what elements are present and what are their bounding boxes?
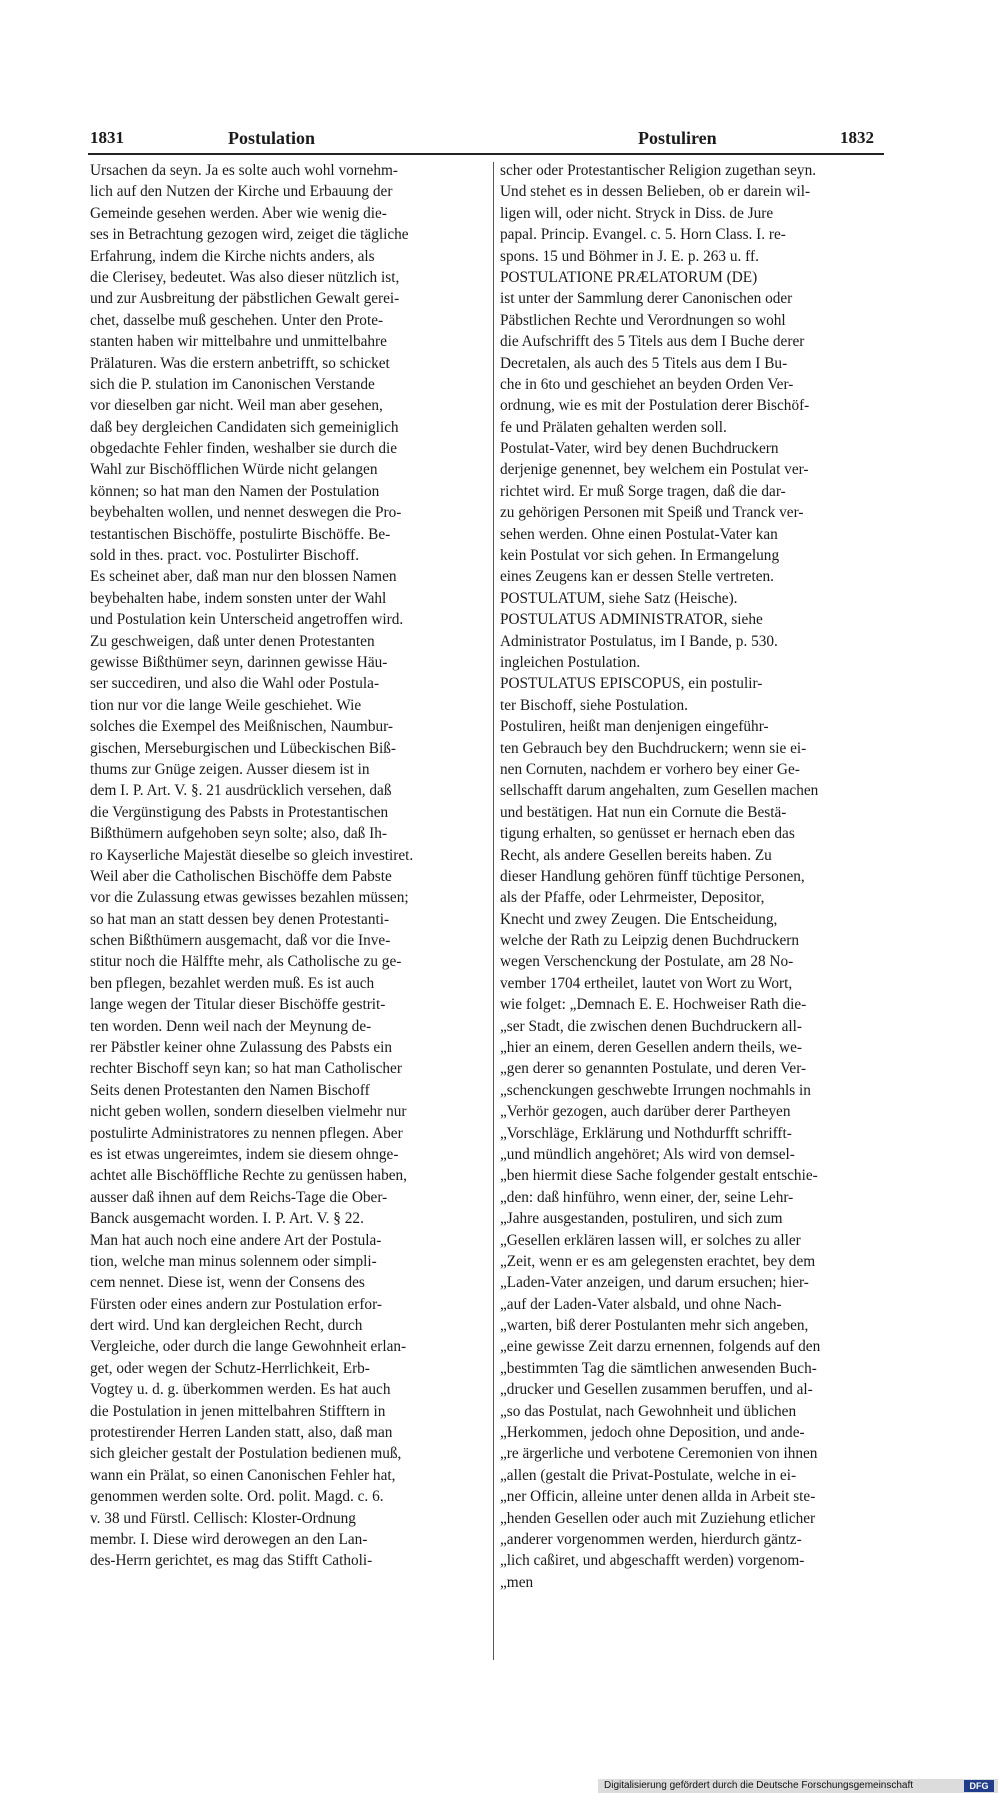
text-line: und zur Ausbreitung der päbstlichen Gewalt gerei- [90, 290, 400, 308]
text-line: „anderer vorgenommen werden, hierdurch gäntz- [500, 1531, 802, 1548]
right-headword: Postuliren [638, 128, 717, 148]
text-line: thums zur Gnüge zeigen. Ausser diesem ist in [90, 760, 370, 778]
text-line: get, oder wegen der Schutz-Herrlichkeit, Erb- [90, 1359, 370, 1377]
text-line: gewisse Bißthümer seyn, darinnen gewisse Häu- [90, 653, 388, 671]
text-line: stitur noch die Hälffte mehr, als Catholische zu ge- [90, 953, 402, 971]
text-line: achtet alle Bischöffliche Rechte zu genüssen haben, [90, 1167, 408, 1185]
text-line: che in 6to und geschiehet an beyden Orden Ver- [500, 375, 794, 393]
text-line: tion, welche man minus solennem oder simpli- [90, 1252, 377, 1270]
text-line: rer Päbstler keiner ohne Zulassung des Pabsts ein [90, 1039, 393, 1057]
text-line: die Clerisey, bedeutet. Was also dieser nützlich ist, [90, 268, 400, 286]
text-line: dert wird. Und kan dergleichen Recht, durch [90, 1317, 363, 1335]
text-line: ist unter der Sammlung derer Canonischen oder [500, 290, 793, 308]
text-line: Vergleiche, oder durch die lange Gewohnheit erlan- [90, 1338, 407, 1356]
text-line: „schenckungen geschwebte Irrungen nochmahls in [500, 1081, 811, 1099]
text-line: tigung erhalten, so genüsset er hernach eben das [500, 825, 795, 843]
text-line: und Postulation kein Unterscheid angetroffen wird. [90, 611, 404, 629]
text-line: Päbstlichen Rechte und Verordnungen so wohl [500, 311, 786, 329]
text-line: „und mündlich angehöret; Als wird von demsel- [500, 1145, 795, 1163]
text-line: beybehalten habe, indem sonsten unter der Wahl [90, 589, 387, 607]
text-line: Ursachen da seyn. Ja es solte auch wohl vornehm- [90, 162, 398, 179]
text-line: „Herkommen, jedoch ohne Deposition, und ande- [500, 1424, 805, 1442]
text-line: ten Gebrauch bey den Buchdruckern; wenn sie ei- [500, 739, 807, 757]
text-line: stanten haben wir mittelbahre und unmittelbahre [90, 333, 387, 351]
text-line: so hat man an statt dessen bey denen Protestanti- [90, 910, 390, 928]
text-line: postulirte Administratores zu nennen pflegen. Aber [90, 1124, 403, 1142]
text-line: Postulat-Vater, wird bey denen Buchdruckern [500, 440, 779, 458]
text-line: und bestätigen. Hat nun ein Cornute die Bestä- [500, 803, 787, 821]
text-line: „allen (gestalt die Privat-Postulate, welche in ei- [500, 1466, 797, 1484]
text-line: eines Zeugens kan er dessen Stelle vertreten. [500, 568, 774, 586]
text-line: wann ein Prälat, so einen Canonischen Fehler hat, [90, 1466, 396, 1484]
text-line: es ist etwas ungereimtes, indem sie diesem ohnge- [90, 1145, 399, 1163]
text-line: „ser Stadt, die zwischen denen Buchdruckern all- [500, 1017, 803, 1035]
text-line: POSTULATUS EPISCOPUS, ein postulir- [500, 675, 763, 693]
text-line: können; so hat man den Namen der Postulation [90, 482, 380, 500]
text-line: die Aufschrifft des 5 Titels aus dem I Buche derer [500, 333, 805, 351]
text-line: Vogtey u. d. g. überkommen werden. Es hat auch [90, 1381, 391, 1399]
text-line: „ner Officin, alleine unter denen allda in Arbeit ste- [500, 1488, 816, 1506]
text-line: die Vergünstigung des Pabsts in Protestantischen [90, 803, 389, 821]
text-line: derjenige genennet, bey welchem ein Postulat ver- [500, 461, 809, 479]
text-line: ro Kayserliche Majestät dieselbe so gleich investiret. [90, 846, 414, 864]
text-line: sich gleicher gestalt der Postulation bedienen muß, [90, 1445, 402, 1463]
header-rule [88, 153, 884, 155]
text-line: vor dieselben gar nicht. Weil man aber gesehen, [90, 397, 383, 415]
text-line: v. 38 und Fürstl. Cellisch: Kloster-Ordnung [90, 1509, 356, 1527]
text-line: „lich caßiret, und abgeschafft werden) vorgenom- [500, 1552, 805, 1570]
text-line: als der Pfaffe, oder Lehrmeister, Depositor, [500, 889, 765, 907]
text-line: Postuliren, heißt man denjenigen eingeführ- [500, 718, 769, 736]
text-line: genommen werden solte. Ord. polit. Magd. c. 6. [90, 1488, 384, 1506]
text-line: Fürsten oder eines andern zur Postulation erfor- [90, 1295, 382, 1313]
text-line: des-Herrn gerichtet, es mag das Stifft Catholi- [90, 1552, 373, 1570]
text-line: sich die P. stulation im Canonischen Verstande [90, 375, 375, 393]
text-line: sold in thes. pract. voc. Postulirter Bischoff. [90, 547, 360, 565]
text-line: Wahl zur Bischöfflichen Würde nicht gelangen [90, 461, 378, 479]
text-line: dieser Handlung gehören fünff tüchtige Personen, [500, 867, 805, 885]
text-line: „Gesellen erklären lassen will, er solches zu aller [500, 1231, 801, 1249]
text-line: ordnung, wie es mit der Postulation derer Bischöf- [500, 397, 810, 415]
text-line: vember 1704 ertheilet, lautet von Wort zu Wort, [500, 974, 793, 992]
text-line: tion nur vor die lange Weile geschiehet. Wie [90, 696, 362, 714]
text-line: ben pflegen, bezahlet werden muß. Es ist auch [90, 974, 375, 992]
text-line: „henden Gesellen oder auch mit Zuziehung etlicher [500, 1509, 816, 1527]
text-line: Erfahrung, indem die Kirche nichts anders, als [90, 247, 375, 265]
text-line: „bestimmten Tag die sämtlichen anwesenden Buch- [500, 1359, 817, 1377]
text-line: „men [500, 1573, 534, 1591]
text-line: fe und Prälaten gehalten werden soll. [500, 418, 727, 436]
text-line: sehen werden. Ohne einen Postulat-Vater kan [500, 525, 778, 543]
text-line: Gemeinde gesehen werden. Aber wie wenig die- [90, 204, 387, 222]
footer-credit: Digitalisierung gefördert durch die Deutsche Forschungsgemeinschaft [604, 1780, 914, 1791]
text-line: schen Bißthümern ausgemacht, daß vor die Inve- [90, 932, 391, 950]
text-line: protestirender Herren Landen statt, also, daß man [90, 1424, 393, 1442]
text-line: kein Postulat vor sich gehen. In Ermangelung [500, 547, 780, 565]
text-line: spons. 15 und Böhmer in J. E. p. 263 u. ff. [500, 247, 759, 265]
text-line: „hier an einem, deren Gesellen andern theils, we- [500, 1039, 802, 1057]
text-line: cem nennet. Diese ist, wenn der Consens des [90, 1274, 365, 1292]
text-line: „warten, biß derer Postulanten mehr sich angeben, [500, 1317, 809, 1335]
text-line: „ben hiermit diese Sache folgender gestalt entschie- [500, 1167, 818, 1185]
text-line: sellschafft darum angehalten, zum Gesellen machen [500, 782, 819, 800]
text-line: nen Cornuten, nachdem er vorhero bey einer Ge- [500, 760, 800, 778]
left-column [90, 160, 490, 1572]
text-line: zu gehörigen Personen mit Speiß und Tranck ver- [500, 504, 804, 522]
text-line: Man hat auch noch eine andere Art der Postula- [90, 1231, 382, 1249]
dfg-logo: DFG [964, 1780, 994, 1792]
text-line: Weil aber die Catholischen Bischöffe dem Pabste [90, 867, 392, 885]
text-line: „Vorschläge, Erklärung und Nothdurfft schrifft- [500, 1124, 792, 1142]
text-line: POSTULATIONE PRÆLATORUM (DE) [500, 268, 758, 286]
text-line: gischen, Merseburgischen und Lübeckischen Biß- [90, 739, 397, 757]
text-line: testantischen Bischöffe, postulirte Bischöffe. Be- [90, 525, 391, 543]
text-line: „auf der Laden-Vater alsbald, und ohne Nach- [500, 1295, 782, 1313]
text-line: wegen Verschenckung der Postulate, am 28 No- [500, 953, 794, 971]
column-divider [493, 162, 494, 1660]
text-line: POSTULATUM, siehe Satz (Heische). [500, 589, 738, 607]
text-line: vor die Zulassung etwas gewisses bezahlen müssen; [90, 889, 409, 907]
text-line: nicht geben wollen, sondern dieselben vielmehr nur [90, 1103, 407, 1121]
text-line: ligen will, oder nicht. Stryck in Diss. de Jure [500, 204, 774, 222]
text-line: daß bey dergleichen Candidaten sich gemeiniglich [90, 418, 399, 436]
text-line: ten worden. Denn weil nach der Meynung de- [90, 1017, 372, 1035]
text-line: „drucker und Gesellen zusammen beruffen, und al- [500, 1381, 813, 1399]
text-line: chet, dasselbe muß geschehen. Unter den Prote- [90, 311, 384, 329]
text-line: die Postulation in jenen mittelbahren Stifftern in [90, 1402, 386, 1420]
text-line: beybehalten wollen, und nennet deswegen die Pro- [90, 504, 402, 522]
text-line: ter Bischoff, siehe Postulation. [500, 696, 688, 714]
right-column [500, 160, 900, 1593]
text-line: Knecht und zwey Zeugen. Die Entscheidung, [500, 910, 778, 928]
text-line: „den: daß hinführo, wenn einer, der, seine Lehr- [500, 1188, 794, 1206]
text-line: dem I. P. Art. V. §. 21 ausdrücklich versehen, daß [90, 782, 392, 800]
text-line: obgedachte Fehler finden, weshalber sie durch die [90, 440, 398, 458]
text-line: Decretalen, als auch des 5 Titels aus dem I Bu- [500, 354, 788, 372]
left-page-number: 1831 [90, 128, 124, 147]
text-line: lange wegen der Titular dieser Bischöffe gestrit- [90, 996, 386, 1014]
text-line: Seits denen Protestanten den Namen Bischoff [90, 1081, 370, 1099]
text-line: ausser daß ihnen auf dem Reichs-Tage die Ober- [90, 1188, 388, 1206]
text-line: membr. I. Diese wird derowegen an den Lan- [90, 1531, 368, 1548]
text-line: rechter Bischoff seyn kan; so hat man Catholischer [90, 1060, 402, 1078]
text-line: wie folget: „Demnach E. E. Hochweiser Rath die- [500, 996, 807, 1014]
text-line: Recht, als andere Gesellen bereits haben. Zu [500, 846, 772, 864]
text-line: „Verhör gezogen, auch darüber derer Partheyen [500, 1103, 791, 1121]
text-line: Es scheinet aber, daß man nur den blossen Namen [90, 568, 397, 586]
text-line: „Zeit, wenn er es am gelegensten erachtet, bey dem [500, 1252, 816, 1270]
text-line: ser succediren, und also die Wahl oder Postula- [90, 675, 380, 693]
text-line: Prälaturen. Was die erstern anbetrifft, so schicket [90, 354, 390, 372]
text-line: Administrator Postulatus, im I Bande, p. 530. [500, 632, 778, 650]
text-line: ingleichen Postulation. [500, 653, 641, 671]
text-line: welche der Rath zu Leipzig denen Buchdruckern [500, 932, 800, 950]
text-line: Und stehet es in dessen Belieben, ob er darein wil- [500, 183, 811, 201]
text-line: Zu geschweigen, daß unter denen Protestanten [90, 632, 375, 650]
text-line: „Laden-Vater anzeigen, und darum ersuchen; hier- [500, 1274, 809, 1292]
text-line: ses in Betrachtung gezogen wird, zeiget die tägliche [90, 226, 409, 244]
text-line: „gen derer so genannten Postulate, und deren Ver- [500, 1060, 807, 1078]
text-line: richtet wird. Er muß Sorge tragen, daß die dar- [500, 482, 786, 500]
text-line: lich auf den Nutzen der Kirche und Erbauung der [90, 183, 393, 201]
right-page-number: 1832 [840, 128, 874, 147]
text-line: „Jahre ausgestanden, postuliren, und sich zum [500, 1210, 783, 1228]
text-line: solches die Exempel des Meißnischen, Naumbur- [90, 718, 394, 736]
text-line: Banck ausgemacht worden. I. P. Art. V. § 22. [90, 1210, 364, 1228]
text-line: POSTULATUS ADMINISTRATOR, siehe [500, 611, 763, 629]
left-headword: Postulation [228, 128, 316, 148]
text-line: Bißthümern aufgehoben seyn solte; also, daß Ih- [90, 825, 387, 843]
text-line: papal. Princip. Evangel. c. 5. Horn Class. I. re- [500, 226, 786, 244]
text-line: scher oder Protestantischer Religion zugethan seyn. [500, 162, 817, 179]
text-line: „re ärgerliche und verbotene Ceremonien von ihnen [500, 1445, 818, 1463]
text-line: „eine gewisse Zeit darzu ernennen, folgends auf den [500, 1338, 821, 1356]
text-line: „so das Postulat, nach Gewohnheit und üblichen [500, 1402, 797, 1420]
